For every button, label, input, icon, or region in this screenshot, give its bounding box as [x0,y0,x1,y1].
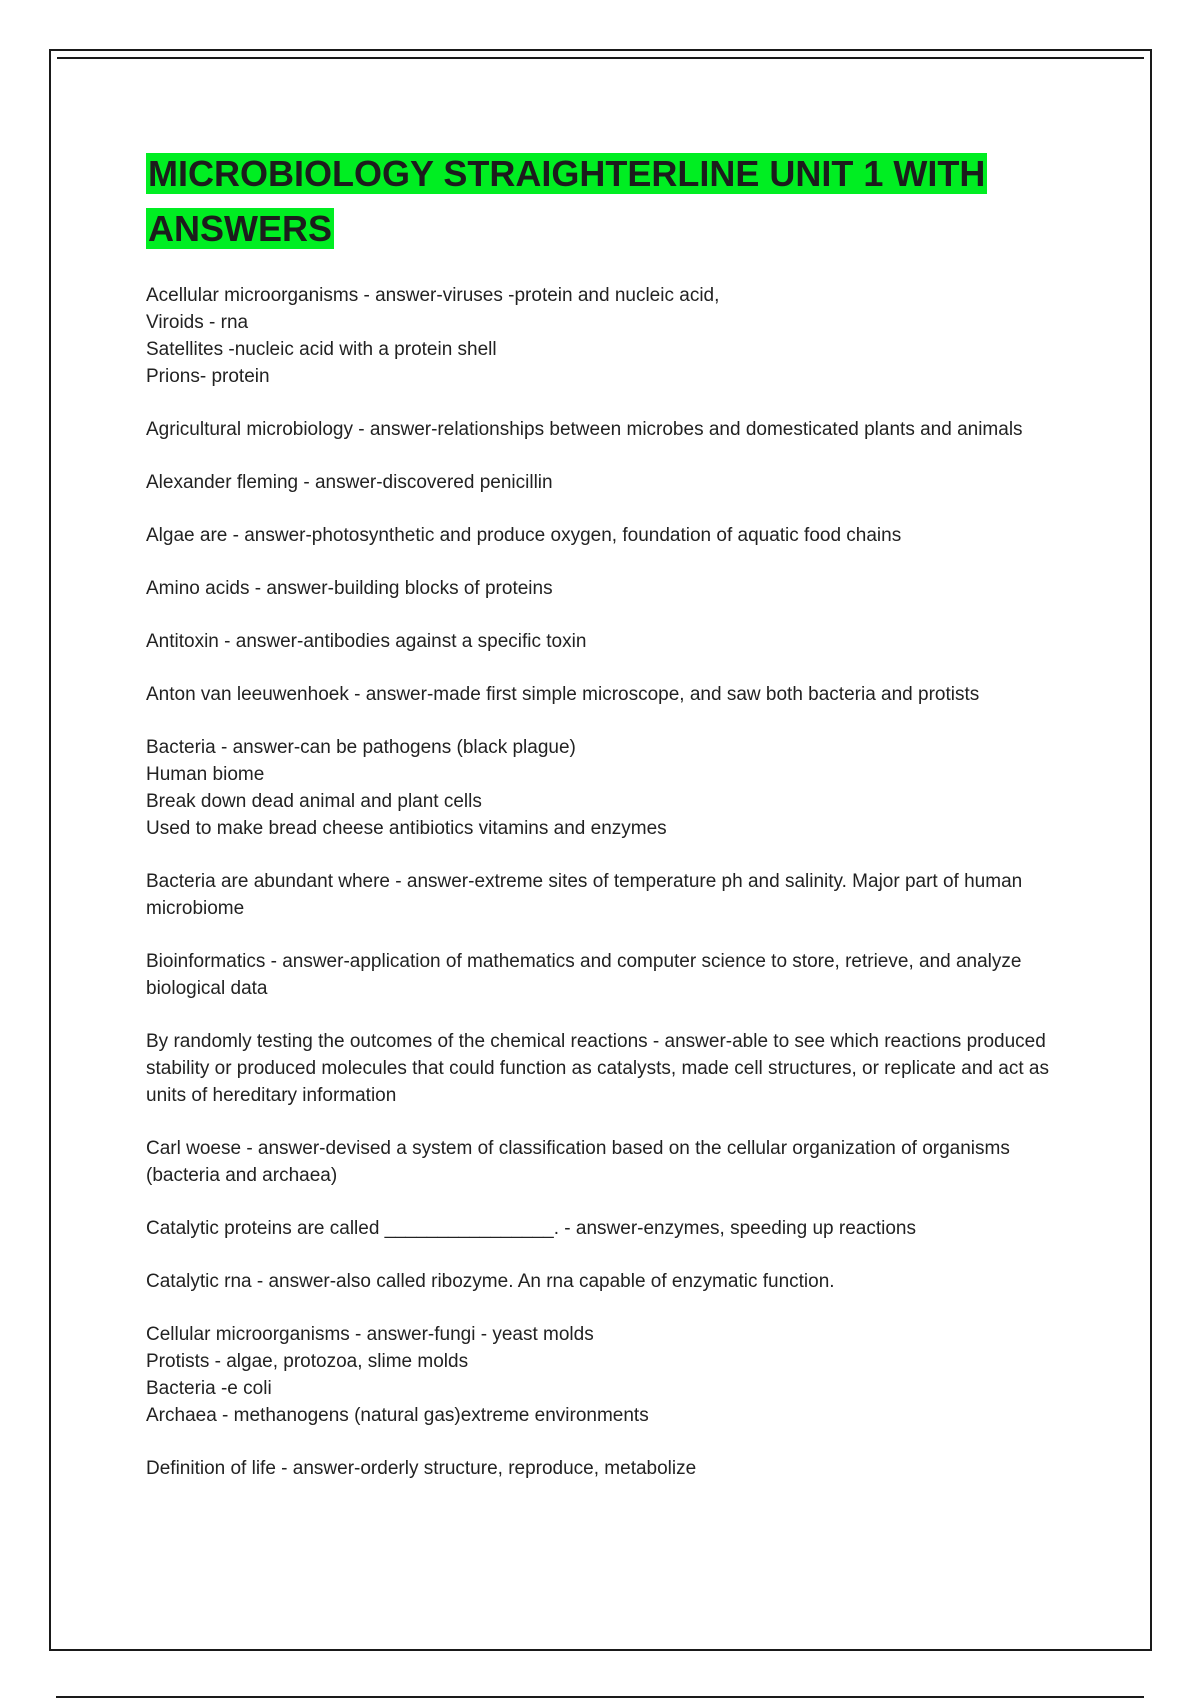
qa-entry [146,868,1056,922]
qa-entry [146,1321,1056,1429]
entry-line: Viroids - rna [146,312,249,333]
entry-line: Used to make bread cheese antibiotics vitamins and enzymes [146,818,667,839]
entry-line: By randomly testing the outcomes of the chemical reactions - answer-able to see which reactions produced stability or produced molecules that could function as catalysts, made cell structures, or replicate and act as units of hereditary information [146,1031,1049,1106]
qa-entry [146,575,1056,602]
qa-entry [146,1028,1056,1109]
entry-line: Satellites -nucleic acid with a protein shell [146,339,497,360]
entry-line: Carl woese - answer-devised a system of classification based on the cellular organization of organisms (bacteria and archaea) [146,1138,1010,1186]
top-rule [57,57,1144,59]
qa-entry [146,416,1056,443]
entry-line: Agricultural microbiology - answer-relationships between microbes and domesticated plants and animals [146,419,1023,440]
qa-entry [146,681,1056,708]
entry-line: Bacteria are abundant where - answer-extreme sites of temperature ph and salinity. Major part of human microbiome [146,871,1023,919]
entry-line: Bioinformatics - answer-application of mathematics and computer science to store, retrieve, and analyze biological data [146,951,1022,999]
qa-entry [146,1135,1056,1189]
entry-line: Alexander fleming - answer-discovered penicillin [146,472,553,493]
entry-line: Catalytic rna - answer-also called ribozyme. An rna capable of enzymatic function. [146,1271,835,1292]
qa-entry [146,522,1056,549]
entry-line: Archaea - methanogens (natural gas)extreme environments [146,1405,649,1426]
entry-line: Bacteria - answer-can be pathogens (black plague) [146,737,576,758]
qa-entry [146,282,1056,390]
entry-line: Human biome [146,764,265,785]
entry-line: Antitoxin - answer-antibodies against a specific toxin [146,631,587,652]
entry-line: Anton van leeuwenhoek - answer-made first simple microscope, and saw both bacteria and protists [146,684,980,705]
document-body [146,146,1056,1508]
qa-entry [146,948,1056,1002]
entry-line: Cellular microorganisms - answer-fungi - yeast molds [146,1324,594,1345]
entry-line: Bacteria -e coli [146,1378,272,1399]
entry-line: Acellular microorganisms - answer-viruses -protein and nucleic acid, [146,285,720,306]
qa-entry [146,628,1056,655]
entry-line: Definition of life - answer-orderly structure, reproduce, metabolize [146,1458,697,1479]
qa-entry [146,469,1056,496]
qa-entry [146,1215,1056,1242]
document-title-text: MICROBIOLOGY STRAIGHTERLINE UNIT 1 WITH ANSWERS [148,153,986,249]
document-title [146,146,1056,256]
qa-entry [146,1455,1056,1482]
entry-line: Amino acids - answer-building blocks of proteins [146,578,553,599]
entry-line: Algae are - answer-photosynthetic and produce oxygen, foundation of aquatic food chains [146,525,902,546]
entry-line: Prions- protein [146,366,270,387]
entry-line: Protists - algae, protozoa, slime molds [146,1351,469,1372]
bottom-rule [56,1696,1144,1698]
entry-line: Catalytic proteins are called ________________. - answer-enzymes, speeding up reactions [146,1218,916,1239]
entry-line: Break down dead animal and plant cells [146,791,482,812]
qa-entry [146,734,1056,842]
qa-entry [146,1268,1056,1295]
